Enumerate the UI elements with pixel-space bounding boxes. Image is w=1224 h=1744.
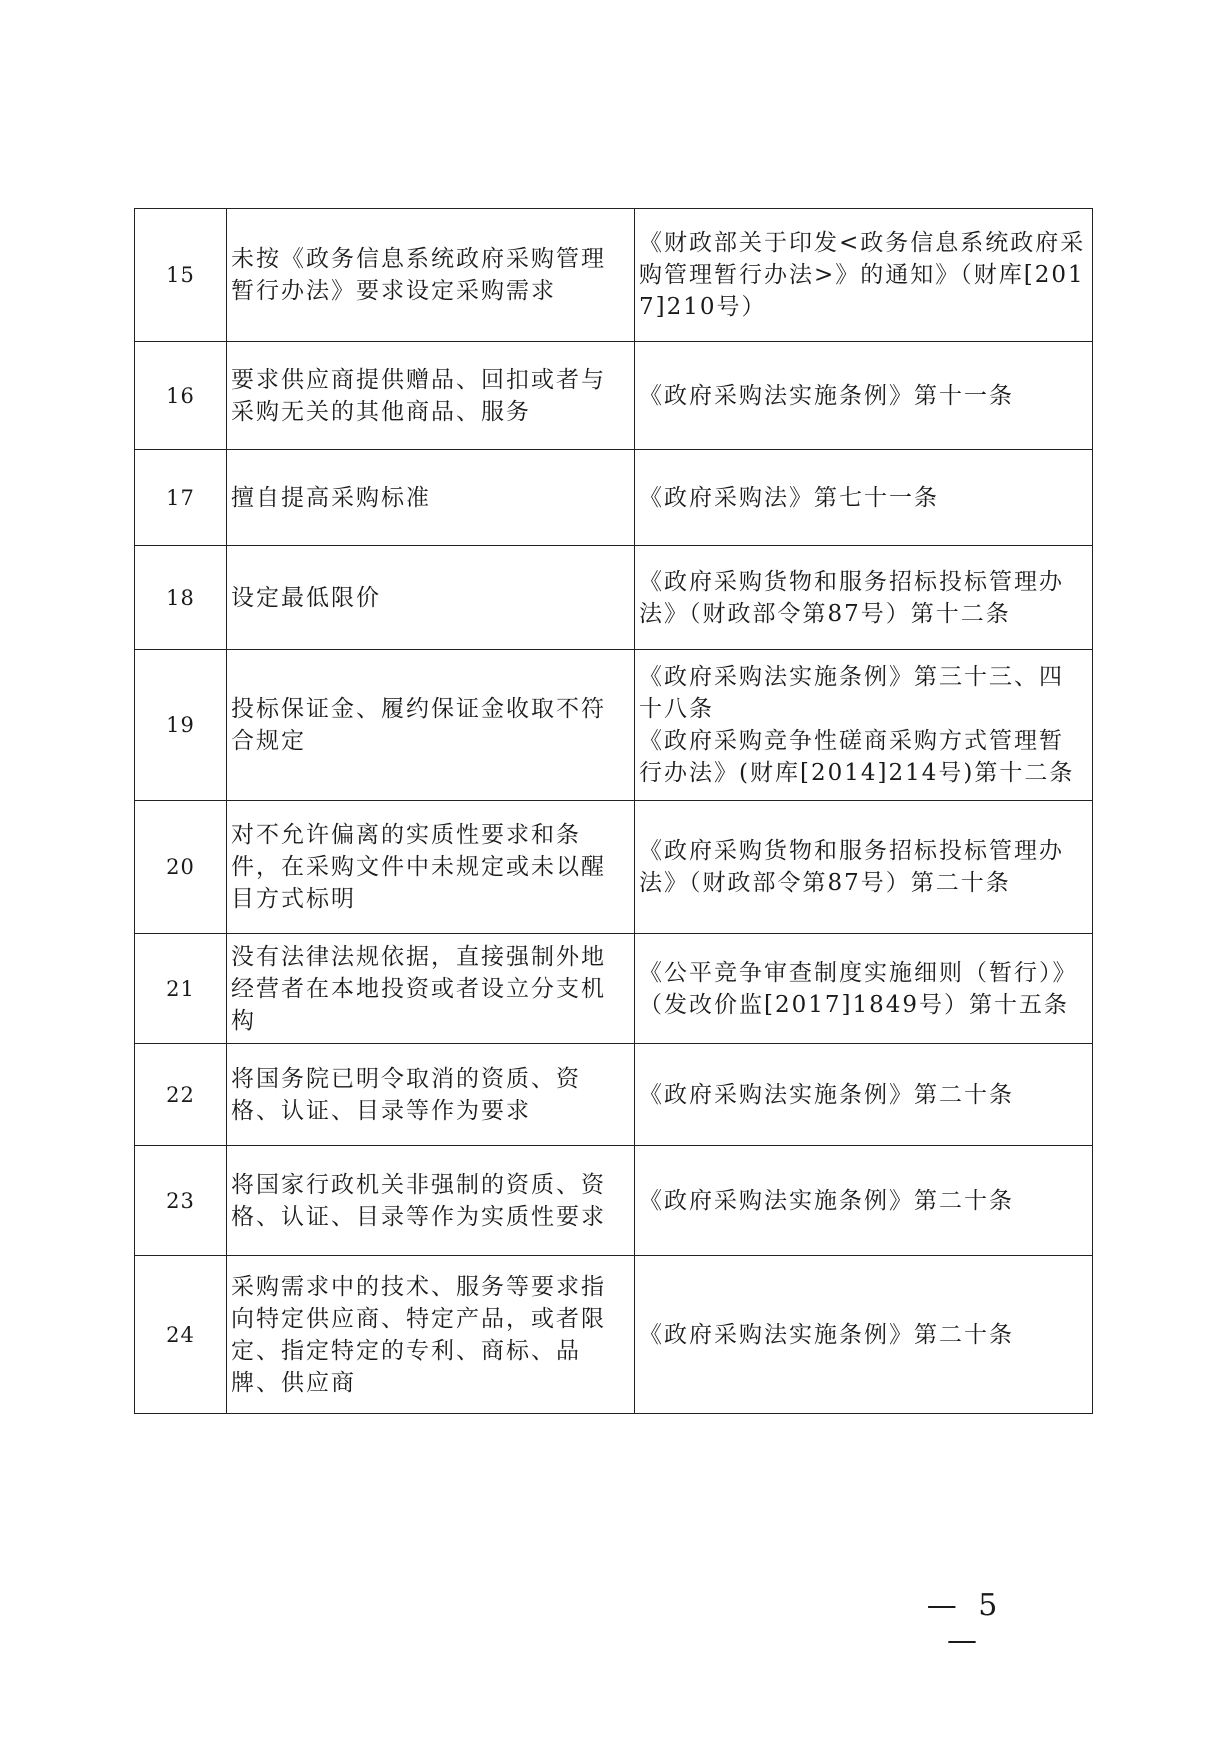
row-number: 18 bbox=[135, 546, 227, 650]
table-row bbox=[135, 1044, 1093, 1146]
basis-cell: 《政府采购法实施条例》第二十条 bbox=[635, 1044, 1093, 1146]
table-row bbox=[135, 1146, 1093, 1256]
row-number: 23 bbox=[135, 1146, 227, 1256]
issue-cell: 将国家行政机关非强制的资质、资格、认证、目录等作为实质性要求 bbox=[227, 1146, 635, 1256]
row-number: 21 bbox=[135, 934, 227, 1044]
basis-cell: 《财政部关于印发<政务信息系统政府采购管理暂行办法>》的通知》（财库[2017]210号） bbox=[635, 209, 1093, 342]
issue-cell: 设定最低限价 bbox=[227, 546, 635, 650]
issue-cell: 擅自提高采购标准 bbox=[227, 450, 635, 546]
basis-cell: 《政府采购法实施条例》第二十条 bbox=[635, 1146, 1093, 1256]
row-number: 19 bbox=[135, 650, 227, 801]
issue-cell: 要求供应商提供赠品、回扣或者与采购无关的其他商品、服务 bbox=[227, 342, 635, 450]
row-number: 20 bbox=[135, 801, 227, 934]
row-number: 22 bbox=[135, 1044, 227, 1146]
issue-cell: 未按《政务信息系统政府采购管理暂行办法》要求设定采购需求 bbox=[227, 209, 635, 342]
row-number: 16 bbox=[135, 342, 227, 450]
table-row bbox=[135, 546, 1093, 650]
basis-cell: 《公平竞争审查制度实施细则（暂行）》（发改价监[2017]1849号）第十五条 bbox=[635, 934, 1093, 1044]
regulation-table bbox=[134, 208, 1093, 1414]
table-row bbox=[135, 1256, 1093, 1414]
table-row bbox=[135, 934, 1093, 1044]
table-row bbox=[135, 209, 1093, 342]
basis-cell: 《政府采购法实施条例》第三十三、四十八条 《政府采购竞争性磋商采购方式管理暂行办法》(财库[2014]214号)第十二条 bbox=[635, 650, 1093, 801]
basis-cell: 《政府采购法实施条例》第二十条 bbox=[635, 1256, 1093, 1414]
row-number: 17 bbox=[135, 450, 227, 546]
row-number: 24 bbox=[135, 1256, 227, 1414]
issue-cell: 采购需求中的技术、服务等要求指向特定供应商、特定产品，或者限定、指定特定的专利、商标、品牌、供应商 bbox=[227, 1256, 635, 1414]
issue-cell: 投标保证金、履约保证金收取不符合规定 bbox=[227, 650, 635, 801]
table-row bbox=[135, 342, 1093, 450]
table-row bbox=[135, 450, 1093, 546]
table-row bbox=[135, 650, 1093, 801]
row-number: 15 bbox=[135, 209, 227, 342]
table-row bbox=[135, 801, 1093, 934]
issue-cell: 对不允许偏离的实质性要求和条件，在采购文件中未规定或未以醒目方式标明 bbox=[227, 801, 635, 934]
basis-cell: 《政府采购法》第七十一条 bbox=[635, 450, 1093, 546]
basis-cell: 《政府采购法实施条例》第十一条 bbox=[635, 342, 1093, 450]
basis-cell: 《政府采购货物和服务招标投标管理办法》（财政部令第87号）第十二条 bbox=[635, 546, 1093, 650]
issue-cell: 没有法律法规依据，直接强制外地经营者在本地投资或者设立分支机构 bbox=[227, 934, 635, 1044]
basis-cell: 《政府采购货物和服务招标投标管理办法》（财政部令第87号）第二十条 bbox=[635, 801, 1093, 934]
issue-cell: 将国务院已明令取消的资质、资格、认证、目录等作为要求 bbox=[227, 1044, 635, 1146]
page-number: — 5 — bbox=[926, 1588, 1004, 1658]
